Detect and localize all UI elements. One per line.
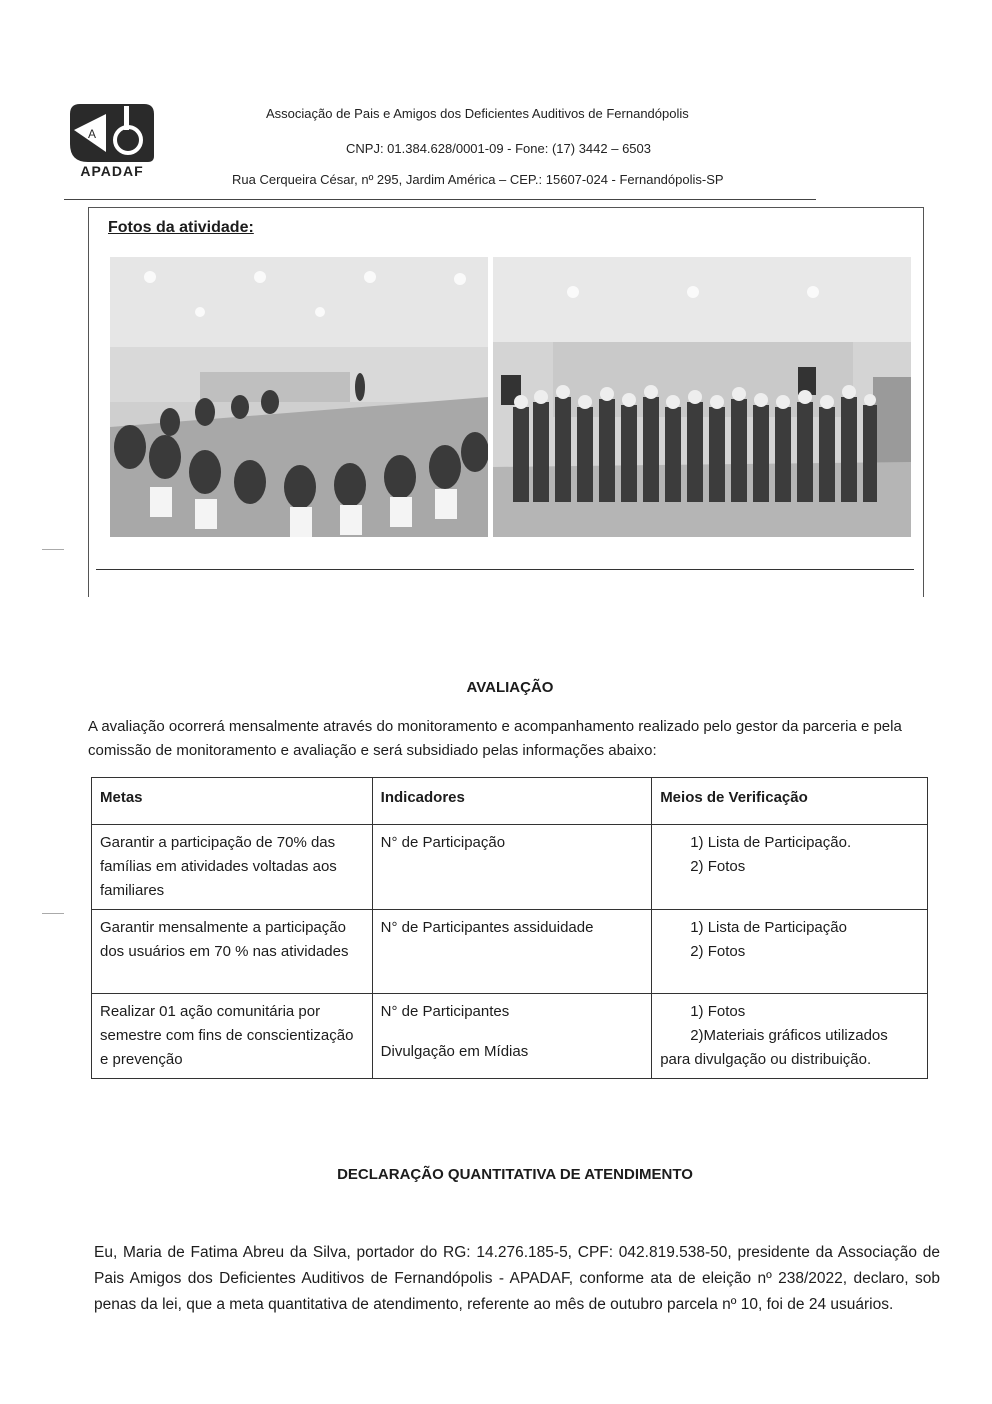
indicador-cell (372, 825, 652, 910)
declaration-text: Eu, Maria de Fatima Abreu da Silva, portador do RG: 14.276.185-5, CPF: 042.819.538-50, presidente da Associação de Pais Amigos dos Deficientes Auditivos de Fernandópolis - APADAF, conforme ata de eleição nº 238/2022, declaro, sob penas da lei, que a meta quantitativa de atendimento, referente ao mês de outubro parcela nº 10, foi de 24 usuários. (94, 1244, 940, 1313)
logo-text: APADAF (80, 163, 144, 179)
svg-text:A: A (88, 127, 97, 141)
evaluation-table (91, 777, 928, 1079)
photos-divider (96, 569, 914, 570)
indicador-text: N° de Participação (380, 834, 506, 851)
evaluation-intro: A avaliação ocorrerá mensalmente através do monitoramento e acompanhamento realizado pelo gestor da parceria e pela comissão de monitoramento e avaliação e será subsidiado pelas informações abaixo: (88, 718, 902, 759)
activity-photo-group (493, 257, 911, 537)
header-indicadores: Indicadores (372, 778, 652, 825)
evaluation-title: AVALIAÇÃO (466, 679, 554, 696)
meta-cell: Garantir mensalmente a participação dos usuários em 70 % nas atividades (92, 910, 373, 994)
verificacao-item: 1) Lista de Participação (690, 919, 847, 936)
scan-mark (42, 913, 64, 914)
verificacao-cell (652, 825, 928, 910)
indicador-text: N° de Participantes assiduidade (380, 919, 594, 936)
verificacao-item: 2)Materiais gráficos utilizados para divulgação ou distribuição. (660, 1027, 888, 1068)
header-meios-verificacao: Meios de Verificação (652, 778, 928, 825)
scan-mark (42, 549, 64, 550)
table-row (92, 994, 928, 1079)
table-header-row (92, 778, 928, 825)
verificacao-item: 1) Fotos (690, 1003, 746, 1020)
org-name: Associação de Pais e Amigos dos Deficientes Auditivos de Fernandópolis (266, 106, 689, 121)
indicador-text: Divulgação em Mídias (380, 1043, 529, 1060)
cnpj-phone: CNPJ: 01.384.628/0001-09 - Fone: (17) 3442 – 6503 (346, 141, 651, 156)
indicador-cell (372, 910, 652, 994)
indicador-cell (372, 994, 652, 1079)
verificacao-cell (652, 910, 928, 994)
indicador-text: N° de Participantes (380, 1003, 510, 1020)
header-metas: Metas (92, 778, 373, 825)
verificacao-item: 1) Lista de Participação. (690, 834, 852, 851)
verificacao-item: 2) Fotos (690, 858, 746, 875)
meta-cell: Realizar 01 ação comunitária por semestre com fins de conscientização e prevenção (92, 994, 373, 1079)
activity-photo-circle (110, 257, 488, 537)
photos-title: Fotos da atividade: (108, 219, 254, 236)
header-divider (64, 199, 816, 200)
verificacao-list (660, 831, 919, 879)
verificacao-list (660, 916, 919, 964)
table-row (92, 825, 928, 910)
verificacao-item: 2) Fotos (690, 943, 746, 960)
verificacao-list (660, 1000, 919, 1072)
meta-cell: Garantir a participação de 70% das famílias em atividades voltadas aos familiares (92, 825, 373, 910)
table-row (92, 910, 928, 994)
declaration-title: DECLARAÇÃO QUANTITATIVA DE ATENDIMENTO (337, 1166, 693, 1183)
address: Rua Cerqueira César, nº 295, Jardim América – CEP.: 15607-024 - Fernandópolis-SP (232, 172, 724, 187)
verificacao-cell (652, 994, 928, 1079)
